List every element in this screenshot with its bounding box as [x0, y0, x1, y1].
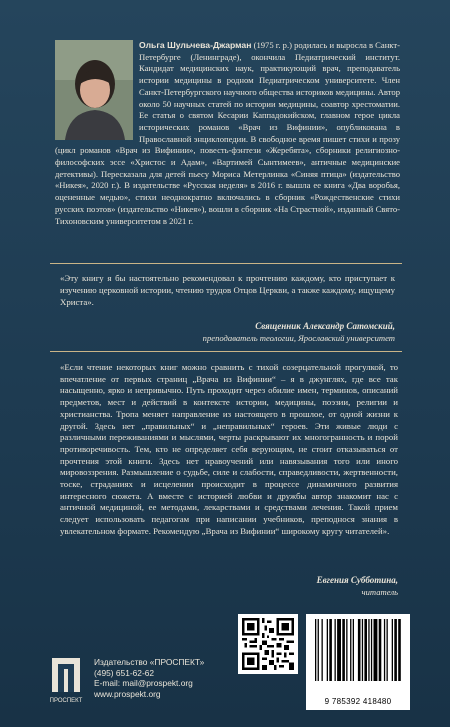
- barcode-bar: [350, 619, 351, 681]
- barcode-bar: [337, 619, 341, 681]
- divider-middle: [50, 351, 402, 352]
- barcode-bar: [315, 619, 316, 681]
- isbn-barcode: [306, 614, 410, 710]
- barcode-bar: [318, 619, 319, 681]
- review-author-1-name: Священник Александр Сатомский,: [255, 321, 395, 331]
- barcode-bar: [371, 619, 372, 681]
- bio-text: (1975 г. р.) родилась и выросла в Санкт-Петербурге (Ленинграде), окончила Педиатрический институт. Кандидат медицинских наук, практикующий врач, преподаватель истории медицины в родном Педиатрическом университете. Член Санкт-Петербургского научного общества историков медицины. Автор около 50 научных статей по истории медицины, соавтор хрестоматии. Ее статья о святом Кесарии Каппадокийском, главном герое цикла исторических романов «Врач из Вифинии», опубликована в Православной энциклопедии. В свободное время пишет стихи и прозу (цикл романов «Врач из Вифинии», повесть-фэнтези «Жеребята», сборники религиозно-философских эссе «Христос и Адам», «Вартимей Сынтимеев», античные медицинские детективы). Пересказала для детей пьесу Мориса Метерлинка «Синяя птица» (издательство «Никея», 2020 г.). В издательстве «Русская неделя» в 2016 г. вышла ее книга «Два воробья, оцененные медью», стихи неоднократно включались в сборник «Рождественские стихи русских поэтов» (издательство «Никея»), вошли в сборник «На Страстной», изданный Свято-Тихоновским университетом в 2021 г.: [55, 40, 400, 226]
- barcode-bar: [346, 619, 347, 681]
- barcode-bar: [342, 619, 345, 681]
- barcode-bar: [379, 619, 382, 681]
- barcode-bar: [353, 619, 354, 681]
- review-author-2-role: читатель: [361, 587, 398, 597]
- publisher-logo-text: ПРОСПЕКТ: [49, 698, 83, 704]
- barcode-bar: [358, 619, 361, 681]
- barcode-bar: [394, 619, 397, 681]
- isbn-number: 9 785392 418480: [324, 697, 392, 706]
- publisher-website: www.prospekt.org: [94, 688, 161, 699]
- barcode-bar: [374, 619, 378, 681]
- review-author-2-name: Евгения Субботина,: [316, 575, 398, 585]
- barcode-bar: [322, 619, 323, 681]
- divider-top: [50, 263, 402, 264]
- barcode-bars: [311, 619, 405, 689]
- barcode-bar: [392, 619, 393, 681]
- review-author-1: [60, 320, 395, 344]
- barcode-bar: [364, 619, 367, 681]
- barcode-bar: [329, 619, 332, 681]
- barcode-bar: [384, 619, 385, 681]
- barcode-bar: [387, 619, 388, 681]
- bio-author-name: Ольга Шульчева-Джарман: [139, 40, 252, 50]
- barcode-bar: [335, 619, 336, 681]
- review-author-1-role: преподаватель теологии, Ярославский университет: [202, 333, 395, 343]
- barcode-bar: [362, 619, 363, 681]
- publisher-info: [94, 657, 204, 699]
- author-bio: [55, 40, 400, 227]
- publisher-email: E-mail: mail@prospekt.org: [94, 678, 193, 689]
- review-author-2: [60, 574, 398, 598]
- review-quote-1: «Эту книгу я бы настоятельно рекомендовал к прочтению каждому, кто приступает к изучению церковной истории, чтению трудов Отцов Церкви, а также каждому, ищущему Христа».: [60, 273, 395, 307]
- publisher-logo: [48, 658, 84, 708]
- barcode-bar: [327, 619, 328, 681]
- barcode-bar: [368, 619, 369, 681]
- publisher-phone: (495) 651-62-62: [94, 667, 155, 678]
- review-quote-2: «Если чтение некоторых книг можно сравнить с тихой созерцательной прогулкой, то впечатление от первых страниц „Врача из Вифинии“ – я в джунглях, где все так насыщенно, ярко и непривычно. Путь проходит через обилие имен, терминов, описаний предметов, мест и действий в контексте истории, медицины, поэзии, религии и христианства. Тропа меняет направление из настоящего в прошлое, от одной жизни к другой. Здесь нет „правильных“ и „неправильных“ героев. Эти живые люди с различными переживаниями и мыслями, черты раскрывают их многогранность и порой противоречивость. Тем, кто не определяет себя верующим, не стоит отказываться от прочтения этой книги. Здесь нет нравоучений или навязывания того или иного мировоззрения. Размышление о судьбе, силе и слабости, справедливости, жертвенности, тоске, страданиях и исцелении происходит в процессе динамичного развития интересного сюжета. А вместе с историей любви и дружбы автор знакомит нас с античной медициной, ее методами, лекарствами и средствами лечения. Такой прием следует использовать педагогам при написании учебников, преподнося знания в увлекательном формате. Рекомендую „Врача из Вифинии“ широкому кругу читателей».: [60, 362, 398, 536]
- qr-code: [238, 614, 298, 674]
- barcode-bar: [398, 619, 401, 681]
- publisher-name: Издательство «ПРОСПЕКТ»: [94, 657, 205, 667]
